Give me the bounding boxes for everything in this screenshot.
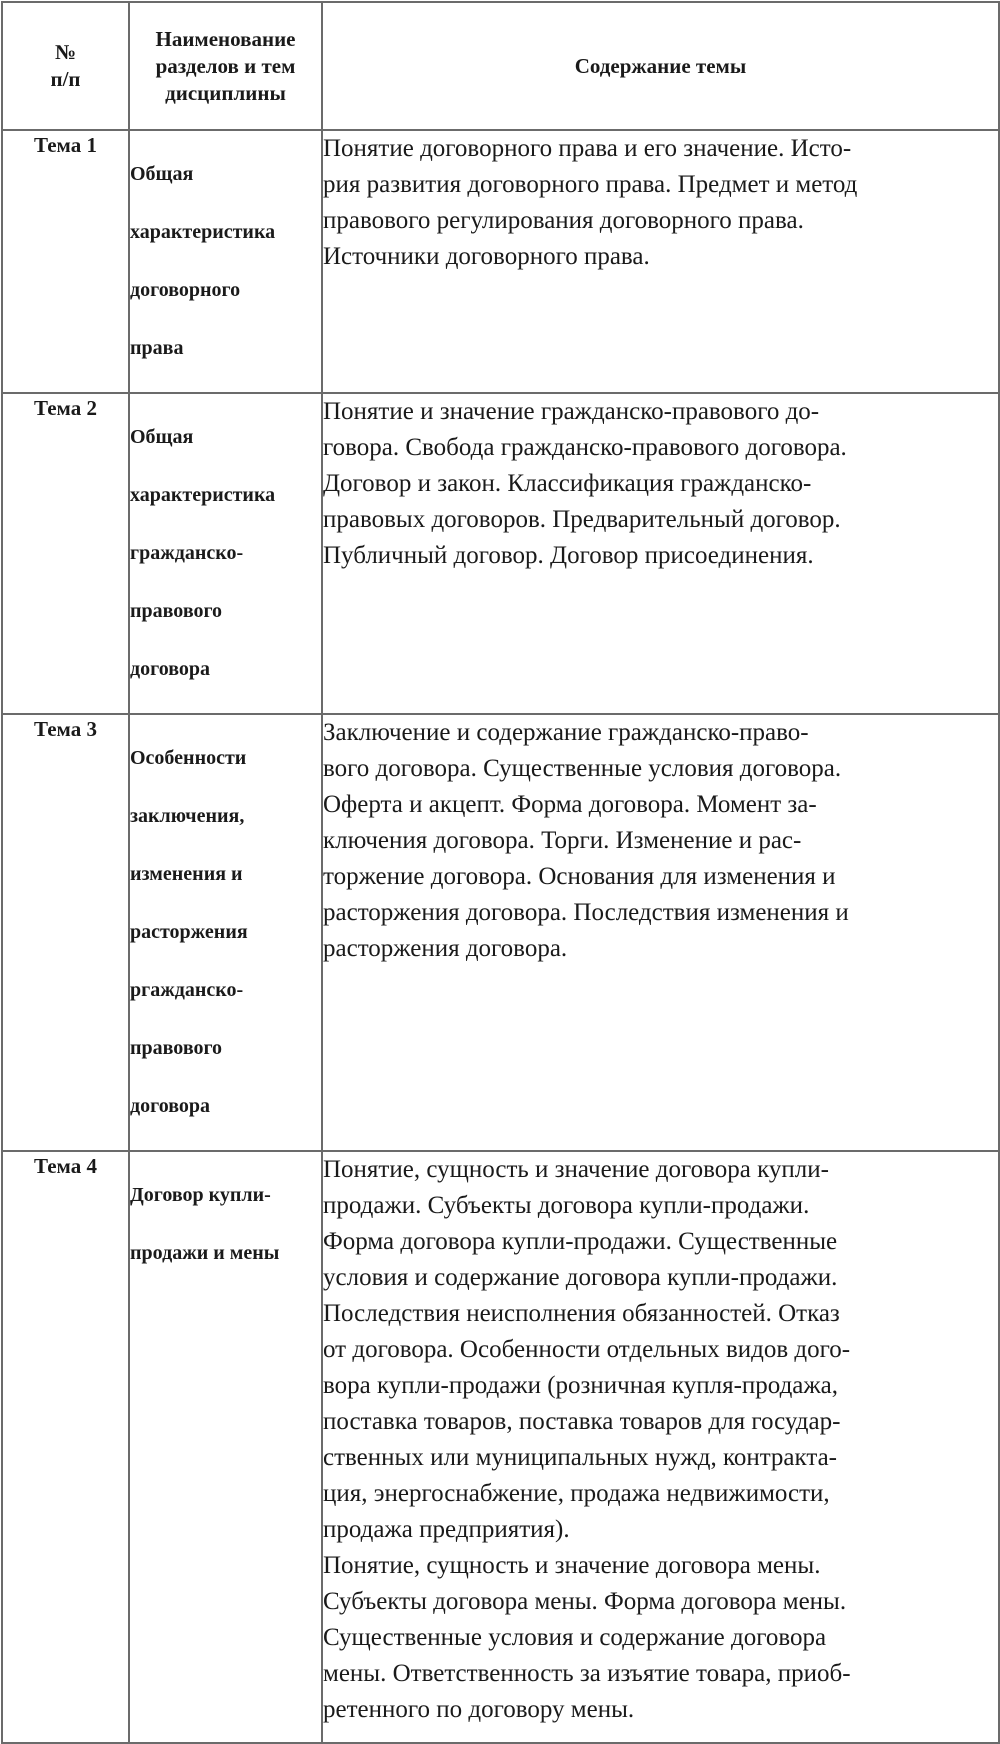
header-number xyxy=(2,2,129,130)
topic-content-line: поставка товаров, поставка товаров для государ- xyxy=(323,1408,841,1435)
topic-name-line: правового xyxy=(130,1037,223,1059)
topic-name xyxy=(129,1151,322,1743)
topic-content xyxy=(322,393,999,714)
topic-content xyxy=(322,130,999,393)
topic-content-line: ственных или муниципальных нужд, контракта- xyxy=(323,1444,837,1471)
topic-content-line: Форма договора купли-продажи. Существенные xyxy=(323,1228,838,1255)
topic-name-line: договорного xyxy=(130,279,241,301)
topic-content-line: торжение договора. Основания для изменения и xyxy=(323,863,836,890)
topic-number: Тема 1 xyxy=(2,130,129,393)
topic-number: Тема 3 xyxy=(2,714,129,1151)
topic-content-line: ция, энергоснабжение, продажа недвижимости, xyxy=(323,1480,830,1507)
topic-content xyxy=(322,714,999,1151)
topic-content-line: Оферта и акцепт. Форма договора. Момент за- xyxy=(323,791,817,818)
topic-name-line: Общая xyxy=(130,426,194,448)
table-row xyxy=(2,393,999,714)
topic-name-line: права xyxy=(130,337,184,359)
topic-name-line: Общая xyxy=(130,163,194,185)
topic-name-line: Особенности xyxy=(130,747,247,769)
topic-content-line: ретенного по договору мены. xyxy=(323,1696,635,1723)
header-row xyxy=(2,2,999,130)
topic-content-line: Источники договорного права. xyxy=(323,243,650,270)
topic-name-line: ргажданско- xyxy=(130,979,244,1001)
topic-content-line: Понятие договорного права и его значение. Исто- xyxy=(323,135,852,162)
topic-name-line: заключения, xyxy=(130,805,245,827)
topic-content-line: условия и содержание договора купли-продажи. xyxy=(323,1264,838,1291)
topic-content-line: вора купли-продажи (розничная купля-продажа, xyxy=(323,1372,839,1399)
topic-content-line: Понятие, сущность и значение договора купли- xyxy=(323,1156,829,1183)
topic-content-line: Публичный договор. Договор присоединения. xyxy=(323,542,814,569)
header-number-label: п/п xyxy=(50,67,81,91)
topic-number: Тема 4 xyxy=(2,1151,129,1743)
topic-name-line: правового xyxy=(130,600,223,622)
topic-content-line: Заключение и содержание гражданско-право- xyxy=(323,719,809,746)
topic-content-line: ключения договора. Торги. Изменение и рас- xyxy=(323,827,802,854)
topic-content-line: Субъекты договора мены. Форма договора мены. xyxy=(323,1588,847,1615)
topic-content-line: вого договора. Существенные условия договора. xyxy=(323,755,842,782)
topic-name-line: продажи и мены xyxy=(130,1242,280,1264)
topic-name-line: договора xyxy=(130,658,210,680)
header-section-name xyxy=(129,2,322,130)
topic-name-line: характеристика xyxy=(130,484,276,506)
topic-name xyxy=(129,130,322,393)
topic-content xyxy=(322,1151,999,1743)
table-row xyxy=(2,714,999,1151)
topic-content-line: Договор и закон. Классификация гражданско- xyxy=(323,470,812,497)
topic-name xyxy=(129,714,322,1151)
topic-name-line: договора xyxy=(130,1095,210,1117)
topic-content-line: Последствия неисполнения обязанностей. Отказ xyxy=(323,1300,840,1327)
topic-content-line: говора. Свобода гражданско-правового договора. xyxy=(323,434,847,461)
header-topic-content: Содержание темы xyxy=(322,2,999,130)
topic-content-line: мены. Ответственность за изъятие товара, приоб- xyxy=(323,1660,851,1687)
syllabus-table xyxy=(1,1,1000,1744)
topic-content-line: Понятие, сущность и значение договора мены. xyxy=(323,1552,821,1579)
topic-content-line: от договора. Особенности отдельных видов дого- xyxy=(323,1336,851,1363)
topic-name-line: Договор купли- xyxy=(130,1184,271,1206)
topic-content-line: продажи. Субъекты договора купли-продажи. xyxy=(323,1192,810,1219)
topic-name-line: изменения и xyxy=(130,863,243,885)
topic-content-line: расторжения договора. Последствия изменения и xyxy=(323,899,849,926)
topic-content-line: Существенные условия и содержание договора xyxy=(323,1624,827,1651)
header-section-name-line: Наименование xyxy=(155,26,296,51)
topic-name-line: расторжения xyxy=(130,921,248,943)
header-number-symbol: № xyxy=(54,40,77,64)
topic-number: Тема 2 xyxy=(2,393,129,714)
topic-content-line: правовых договоров. Предварительный договор. xyxy=(323,506,841,533)
topic-content-line: Понятие и значение гражданско-правового до- xyxy=(323,398,820,425)
topic-content-line: правового регулирования договорного права. xyxy=(323,207,804,234)
header-section-name-line: дисциплины xyxy=(165,80,286,105)
topic-name xyxy=(129,393,322,714)
table-row xyxy=(2,130,999,393)
topic-content-line: продажа предприятия). xyxy=(323,1516,570,1543)
topic-name-line: характеристика xyxy=(130,221,276,243)
topic-content-line: рия развития договорного права. Предмет и метод xyxy=(323,171,858,198)
topic-content-line: расторжения договора. xyxy=(323,935,568,962)
table-row xyxy=(2,1151,999,1743)
header-section-name-line: разделов и тем xyxy=(155,53,296,78)
topic-name-line: гражданско- xyxy=(130,542,244,564)
